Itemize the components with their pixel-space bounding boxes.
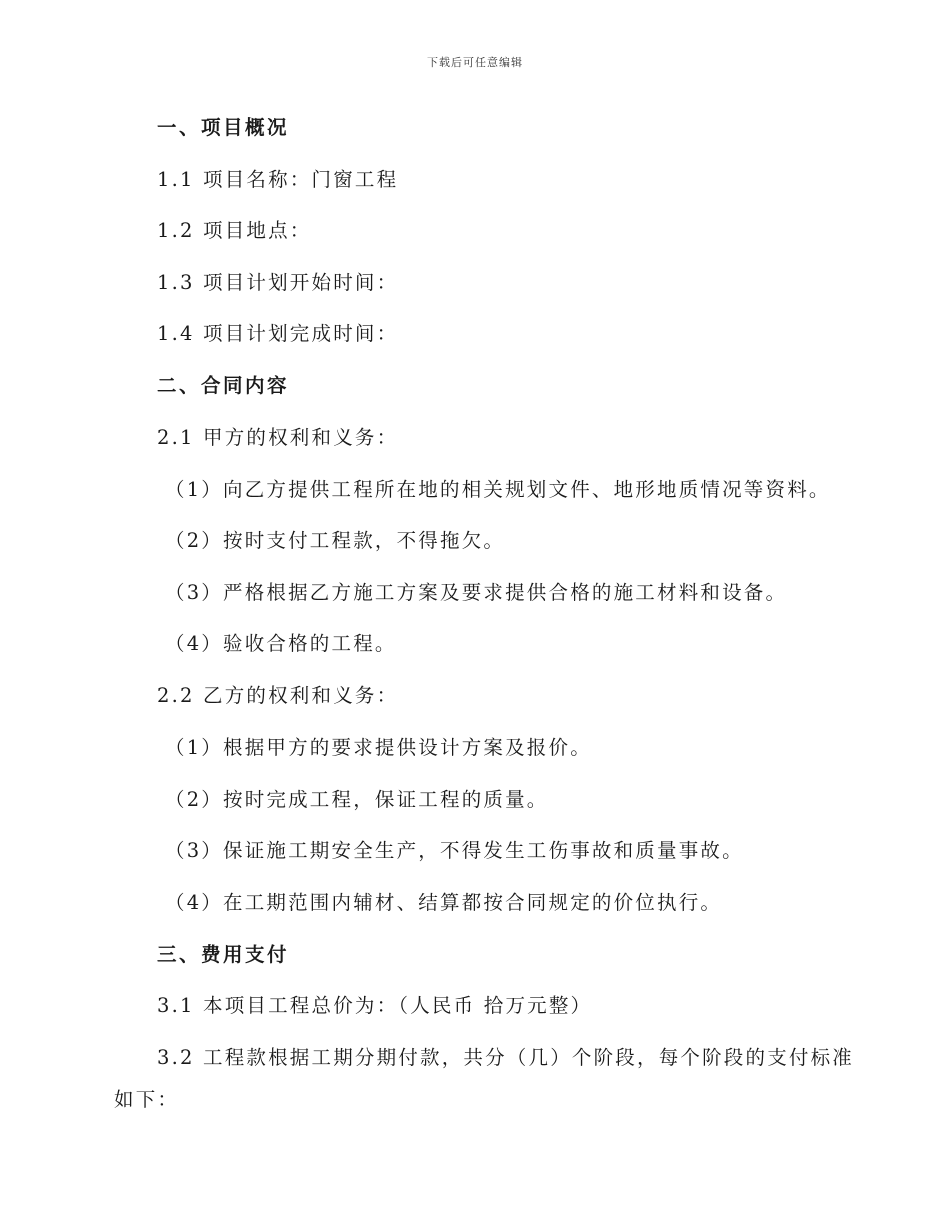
party-b-title: 2.2 乙方的权利和义务： — [157, 684, 399, 707]
section-heading-overview: 一、项目概况 — [157, 116, 290, 139]
project-location-line: 1.2 项目地点： — [157, 219, 312, 242]
party-a-item: （1）向乙方提供工程所在地的相关规划文件、地形地质情况等资料。 — [165, 478, 831, 501]
section-heading-contract: 二、合同内容 — [157, 374, 290, 397]
payment-terms-line: 3.2 工程款根据工期分期付款，共分（几）个阶段，每个阶段的支付标准 — [157, 1046, 855, 1069]
project-start-line: 1.3 项目计划开始时间： — [157, 271, 399, 294]
party-a-item: （3）严格根据乙方施工方案及要求提供合格的施工材料和设备。 — [165, 581, 788, 604]
payment-terms-continuation: 如下： — [114, 1088, 180, 1111]
party-b-item: （3）保证施工期安全生产，不得发生工伤事故和质量事故。 — [165, 839, 744, 862]
party-b-item: （1）根据甲方的要求提供设计方案及报价。 — [165, 736, 592, 759]
project-name-line: 1.1 项目名称：门窗工程 — [157, 168, 399, 191]
project-end-line: 1.4 项目计划完成时间： — [157, 322, 399, 345]
party-a-item: （4）验收合格的工程。 — [165, 632, 397, 655]
party-a-title: 2.1 甲方的权利和义务： — [157, 426, 399, 449]
party-a-item: （2）按时支付工程款，不得拖欠。 — [165, 529, 506, 552]
party-b-item: （2）按时完成工程，保证工程的质量。 — [165, 788, 549, 811]
total-price-line: 3.1 本项目工程总价为：（人民币 拾万元整） — [157, 994, 593, 1017]
page-header-note: 下载后可任意编辑 — [427, 56, 523, 69]
party-b-item: （4）在工期范围内辅材、结算都按合同规定的价位执行。 — [165, 891, 723, 914]
section-heading-payment: 三、费用支付 — [157, 943, 290, 966]
